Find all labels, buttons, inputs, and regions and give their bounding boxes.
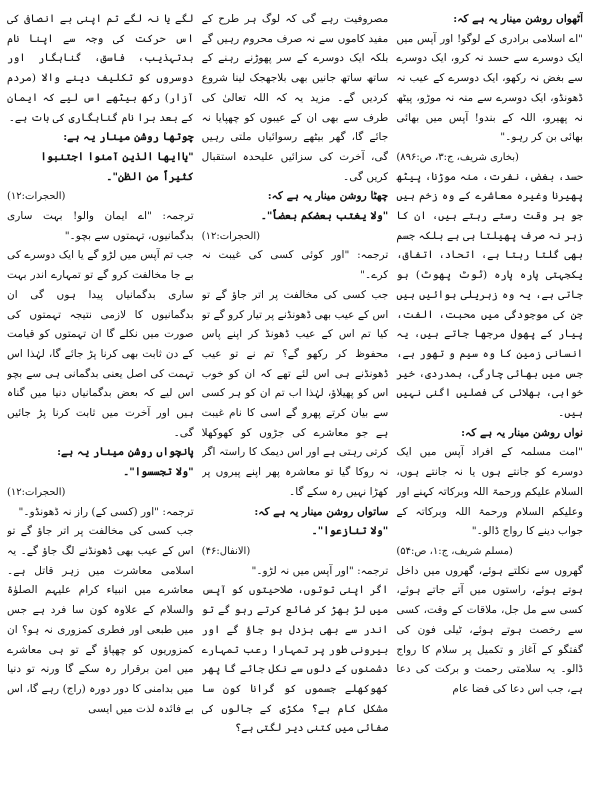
- translation: ترجمہ: "اور آپس میں نہ لڑو۔": [251, 564, 389, 577]
- paragraph: جب کسی کی مخالفت پر اتر جاؤ گے تو اس کے عیب بھی ڈھونڈنے پر تیار کرو گے تو کیا تم اس کے عیب ڈھونڈ کر اپنے پاس محفوظ کر رکھو گے؟ تم نے تو عیب ڈھونڈنے ہی اس لئے تھے کہ ان کو خوب اس کو پھیلاؤ، لہٰذا اب تم ان کو ہر کسی سے بیان کرتے پھرو گے اسی کا نام غیبت ہے جو معاشرے کی جڑوں کو کھوکھلا کرتی رہتی ہے اور اس دیمک کا راستہ اگر نہ روکا گیا تو معاشرہ پھر اپنے پیروں پر کھڑا نہیں رہ سکے گا۔: [201, 288, 389, 498]
- reference-citation: (الانفال:۴۶): [201, 545, 251, 557]
- paragraph: مصروفیت رہے گی کہ لوگ ہر طرح کے مفید کاموں سے نہ صرف محروم رہیں گے بلکہ ایک دوسرے کے سر پھوڑنے رہنے کے ساتھ ساتھ جانیں بھی بلاجھجک لینا شروع کردیں گے۔ مزید یہ کہ اللہ تعالیٰ کی طرف سے بھی ان کے عیبوں کو چھپایا نہ جائے گا، گھر بیٹھے رسوائیاں ملتی رہیں گی، آخرت کی سزائیں علیحدہ استقبال کریں گی۔: [201, 13, 389, 183]
- arabic-verse: "یاایھا الذین آمنوا اجتنبوا کثیراً من الظن"۔: [40, 150, 194, 183]
- column-left: [396, 10, 583, 781]
- reference-citation: (مسلم شریف، ج:۱، ص:۵۴): [396, 545, 513, 557]
- paragraph: لگے یا نہ لگے تم اپنی بے انصافی کی اس حرکت کی وجہ سے اپنا نام بدتہذیب، فاسق، گناہگار اور دوسروں کو تکلیف دینے والا (مردم آزار) رکھ بیٹھے اس لیے کہ ایمان کے بعد برا نام گناہگاری کی بات ہے۔: [7, 13, 194, 124]
- reference-citation: (الحجرات:۱۲): [201, 230, 261, 242]
- paragraph: جب تم آپس میں لڑو گے یا ایک دوسرے کی بے جا مخالفت کرو گے تو تمہارے اندر بہت ساری بدگمانیاں پیدا ہوں گی ان بدگمانیوں کا لازمی نتیجہ تہمتوں کی صورت میں نکلے گا ان تہمتوں کو قیامت کے دن ثابت بھی کرنا پڑ جائے گا، لہٰذا اس تہمت کی اصل یعنی بدگمانی ہی سے بچو اس لیے کہ بعض بدگمانیاں دنیا میں گناہ ہیں اور آخرت میں ثابت کرنا پڑ جائیں گی۔: [7, 249, 194, 439]
- translation: ترجمہ: "اے ایمان والو! بہت ساری بدگمانیوں، تہمتوں سے بچو۔": [7, 210, 194, 242]
- section-heading: آٹھواں روشن مینار یہ ہے کہ:: [453, 13, 584, 25]
- paragraph: جب کسی کی مخالفت پر اتر جاؤ گے تو اس کے عیب بھی ڈھونڈنے لگ جاؤ گے۔ یہ اسلامی معاشرت میں زہر قاتل ہے۔ معاشرے میں انبیاء کرام علیہم الصلوٰۃ والسلام کے علاوہ کون سا فرد ہے جس میں طبعی اور فطری کمزوری نہ ہو؟ ان کمزوریوں کو چھپاؤ گے تو ہی معاشرے میں امن برقرار رہ سکے گا ورنہ تو دنیا میں بدامنی کا دور دورہ (راج) رہے گا، اس بے فائدہ لذت میں ایسی: [7, 525, 194, 715]
- reference-citation: (الحجرات:۱۲): [7, 191, 66, 203]
- section-heading: چھٹا روشن مینار یہ ہے کہ:: [267, 190, 389, 203]
- reference-citation: (بخاری شریف، ج:۳، ص:۸۹۶): [396, 151, 519, 163]
- translation: "امت مسلمہ کے افراد آپس میں ایک دوسرے کو جانتے ہوں یا نہ جانتے ہوں، السلام علیکم ورحمۃ اللہ وبرکاتہ کہنے اور وعلیکم السلام ورحمۃ اللہ وبرکاتہ کے جواب دینے کا رواج ڈالو۔": [396, 446, 584, 538]
- paragraph: اگر اپنی توتوں، صلاحیتوں کو آپس میں لڑ بھڑ کر ضائع کرتے رہو گے تو اندر سے بھی بزدل ہو جاؤ گے اور بیرونی طور پر تمہارا رعب تمہارے دشمنوں کے دلوں سے نکل جائے گا پھر کھوکھلے جسموں کو گرانا کون سا مشکل کام ہے؟ مکڑی کے جالوں کی صفائی میں کتنی دیر لگتی ہے؟: [201, 584, 389, 735]
- arabic-verse: "ولا تنازعوا"۔: [311, 525, 389, 538]
- translation: ترجمہ: "اور (کسی کے) راز نہ ڈھونڈو۔": [18, 505, 194, 518]
- column-right: [7, 10, 194, 781]
- translation: "اے اسلامی برادری کے لوگو! اور آپس میں ایک دوسرے سے حسد نہ کرو، ایک دوسرے سے بغض نہ رکھو، ایک دوسرے کے عیب نہ ڈھونڈو، ایک دوسرے سے منہ نہ موڑو، پیٹھ نہ پھیرو، اللہ کے بندو! آپس میں بھائی بھائی بن کر رہو۔": [396, 32, 584, 144]
- section-heading: پانچواں روشن مینار یہ ہے:: [57, 446, 194, 459]
- column-middle: [202, 10, 389, 781]
- paragraph: گھروں سے نکلتے ہوئے، گھروں میں داخل ہوتے ہوئے، راستوں میں آتے جاتے ہوئے، کسی سے مل جل، ملاقات کے وقت، کسی سے رخصت ہوتے ہوئے، ٹیلی فون کی گفتگو کے آغاز و تکمیل پر سلام کا رواج ڈالو۔ یہ سلامتی رحمت و برکت کی دعا ہے، جب اس دعا کی فضا عام: [396, 564, 584, 695]
- section-heading: چوتھا روشن مینار یہ ہے:: [63, 131, 194, 144]
- translation: ترجمہ: "اور کوئی کسی کی غیبت نہ کرے۔": [201, 249, 389, 282]
- arabic-verse: "ولا یغتب بعضکم بعضاً"۔: [260, 210, 389, 223]
- reference-citation: (الحجرات:۱۲): [7, 486, 66, 498]
- section-heading: ساتواں روشن مینار یہ ہے کہ:: [254, 505, 389, 518]
- arabic-verse: "ولا تجسسوا"۔: [123, 466, 194, 479]
- section-heading: نواں روشن مینار یہ ہے کہ:: [461, 426, 584, 439]
- paragraph: حسد، بغض، نفرت، منہ موڑنا، پیٹھ پھیرنا وغیرہ معاشرے کے وہ زخم ہیں جو ہر وقت رستے رہتے ہیں، ان کا زہر نہ صرف پھیلتا ہی ہے بلکہ جسم بھی گلتا رہتا ہے، اتحاد، اتفاق، یکجہتی پارہ پارہ (ٹوٹ پھوٹ) ہو جاتی ہے، یہ وہ زہریلی ہوائیں ہیں جن کی موجودگی میں محبت، الفت، پیار کے پھول مرجھا جاتے ہیں، یہ انسانی زمین کا وہ سیم و تھور ہے، جس میں بھائی چارگی، ہمدردی، خیر خواہی، بھلائی کی فصلیں اگنی نہیں ہیں۔: [396, 170, 584, 420]
